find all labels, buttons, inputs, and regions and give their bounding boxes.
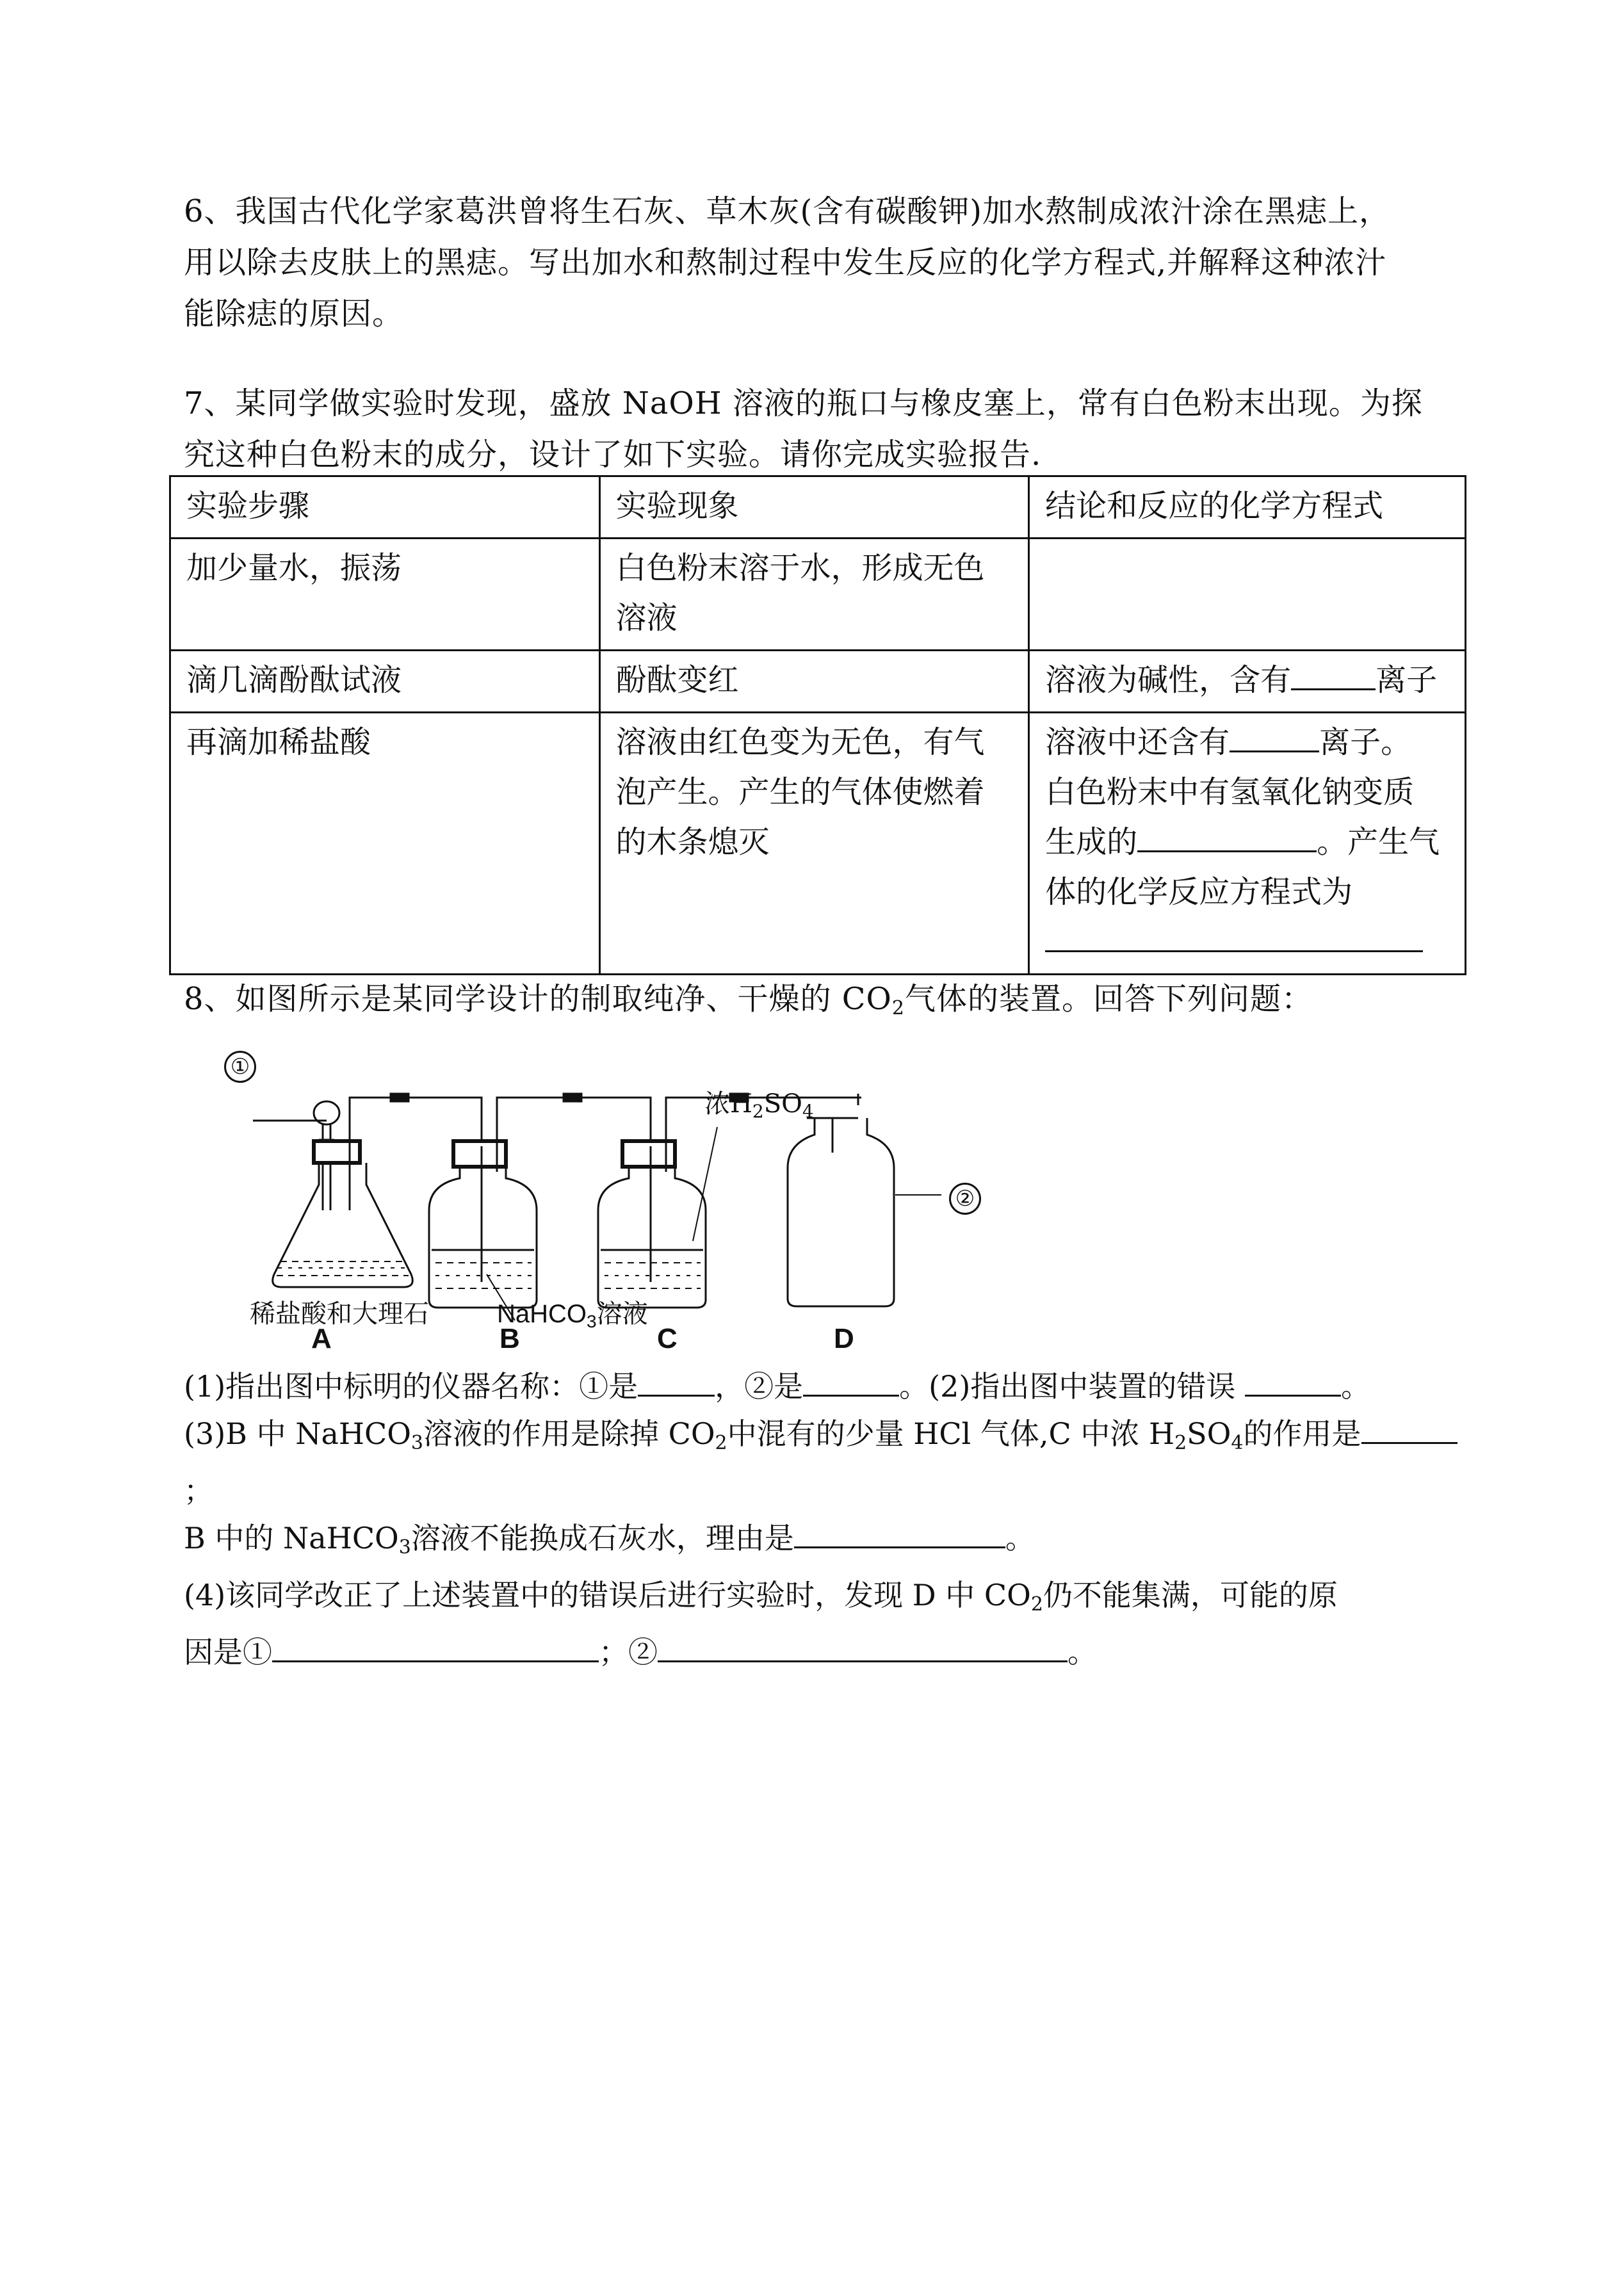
q8-p1-a: (1)指出图中标明的仪器名称：①是 [184,1369,638,1404]
blank-instrument-2[interactable] [803,1364,899,1397]
q8-p4-a: (4)该同学改正了上述装置中的错误后进行实验时，发现 D 中 CO [184,1578,1031,1612]
q8-p1-c: 。(2)指出图中装置的错误 [899,1369,1236,1404]
q8-p3-f: ； [184,1473,213,1508]
q8-title [184,973,1471,1034]
conc-sulfuric-acid-label [704,1083,814,1122]
q8-subquestions [184,1363,1471,1676]
q7-text [184,378,1471,480]
letter-a: A [311,1323,332,1354]
q7-line1: 7、某同学做实验时发现，盛放 NaOH 溶液的瓶口与橡皮塞上，常有白色粉末出现。为探 [184,385,1423,421]
header-step: 实验步骤 [170,476,600,539]
q6-text [184,186,1471,339]
q8-p3l2-a: B 中的 NaHCO [184,1521,399,1555]
row3-c2: 白色粉末中有氢氧化钠变质 [1045,774,1415,810]
blank-error[interactable] [1245,1364,1341,1397]
q8-p1-b: ，②是 [715,1369,804,1404]
q8-p4l2-a: 因是① [184,1635,272,1669]
q6-line1: 6、我国古代化学家葛洪曾将生石灰、草木灰(含有碳酸钾)加水熬制成浓汁涂在黑痣上， [184,193,1390,229]
row2-observation: 酚酞变红 [599,651,1029,713]
erlenmeyer-flask-a [273,1127,413,1287]
q8-title-sub: 2 [891,997,905,1019]
label-1 [224,1049,256,1083]
row1-conclusion-blank[interactable] [1029,539,1466,651]
row3-c1a: 溶液中还含有 [1045,724,1230,760]
row1-step: 加少量水，振荡 [170,539,600,651]
q8-p3l2-c: 。 [1005,1521,1035,1555]
q8-p3-c: 中混有的少量 HCl 气体,C 中浓 H [727,1416,1175,1451]
blank-reason[interactable] [794,1516,1005,1548]
header-observation: 实验现象 [599,476,1029,539]
experiment-report-table [169,475,1466,975]
conc-acid-a: 浓H [704,1089,752,1119]
q8-p3l2-s: 3 [398,1536,411,1559]
row3-obs-line3: 的木条熄灭 [615,824,770,860]
blank-cause-1[interactable] [272,1630,599,1662]
q8-p4-s: 2 [1030,1593,1043,1616]
q8-p3-e: 的作用是 [1243,1416,1361,1451]
label-1-circle: ① [224,1051,256,1083]
row1-obs-line1: 白色粉末溶于水，形成无色 [615,550,985,586]
q8-title-a: 8、如图所示是某同学设计的制取纯净、干燥的 CO [184,981,892,1017]
header-conclusion: 结论和反应的化学方程式 [1029,476,1466,539]
row2-concl-text: 溶液为碱性，含有 [1045,662,1292,698]
row2-conclusion [1029,651,1466,713]
q8-p3-s3: 2 [1174,1432,1187,1454]
table-row [170,539,1466,651]
blank-instrument-1[interactable] [638,1364,715,1397]
row3-step: 再滴加稀盐酸 [170,713,600,975]
row3-c3b: 。产生气 [1317,824,1440,860]
equation-blank[interactable] [1045,920,1423,952]
row3-c1b: 离子。 [1319,724,1412,760]
q8-p3-s2: 2 [715,1432,727,1454]
row3-c4: 体的化学反应方程式为 [1045,874,1353,910]
q8-p3l2-b: 溶液不能换成石灰水，理由是 [410,1521,794,1555]
blank-cause-2[interactable] [658,1630,1068,1662]
reagent-a-label: 稀盐酸和大理石 [250,1299,429,1329]
q8-p4-b: 仍不能集满，可能的原 [1043,1578,1338,1612]
conc-acid-s1: 2 [752,1101,764,1122]
row3-c3a: 生成的 [1045,824,1138,860]
row2-step: 滴几滴酚酞试液 [170,651,600,713]
row2-concl-suffix: 离子 [1376,662,1438,698]
ion-blank-2[interactable] [1230,720,1319,752]
reagent-b-s: 3 [587,1311,597,1331]
letter-b: B [499,1323,520,1354]
ion-blank-1[interactable] [1291,658,1376,690]
table-row [170,713,1466,975]
q8-p4l2-c: 。 [1068,1635,1097,1669]
letter-c: C [657,1323,678,1354]
q7-line2: 究这种白色粉末的成分，设计了如下实验。请你完成实验报告. [184,437,1042,473]
row1-observation [599,539,1029,651]
letter-d: D [834,1323,854,1354]
q6-line2: 用以除去皮肤上的黑痣。写出加水和熬制过程中发生反应的化学方程式,并解释这种浓汁 [184,245,1387,280]
blank-acid-role[interactable] [1361,1411,1458,1444]
q6-line3: 能除痣的原因。 [184,296,404,332]
row3-obs-line1: 溶液由红色变为无色，有气 [615,724,985,760]
q8-p3-a: (3)B 中 NaHCO [184,1416,411,1451]
gas-collecting-bottle-d [788,1094,941,1306]
product-blank[interactable] [1137,820,1317,852]
row1-obs-line2: 溶液 [615,600,678,636]
reagent-b-b: 溶液 [596,1299,648,1329]
row3-conclusion [1029,713,1466,975]
table-header-row [170,476,1466,539]
q8-p4l2-b: ；② [599,1635,658,1669]
q8-p3-b: 溶液的作用是除掉 CO [423,1416,715,1451]
drying-bottle-c [598,1127,717,1308]
q8-title-b: 气体的装置。回答下列问题： [904,981,1313,1017]
q8-p3-s1: 3 [410,1432,423,1454]
row3-obs-line2: 泡产生。产生的气体使燃着 [615,774,985,810]
q8-p3-d: SO [1187,1416,1231,1451]
reagent-b-a: NaHCO [497,1300,587,1328]
q8-p1-d: 。 [1340,1369,1370,1404]
label-2-circle: ② [949,1183,981,1215]
conc-acid-s2: 4 [802,1101,814,1122]
row3-observation [599,713,1029,975]
conc-acid-b: SO [763,1089,802,1119]
label-2 [949,1181,981,1215]
q8-p3-s4: 4 [1231,1432,1244,1454]
wash-bottle-b [429,1141,537,1308]
table-row [170,651,1466,713]
